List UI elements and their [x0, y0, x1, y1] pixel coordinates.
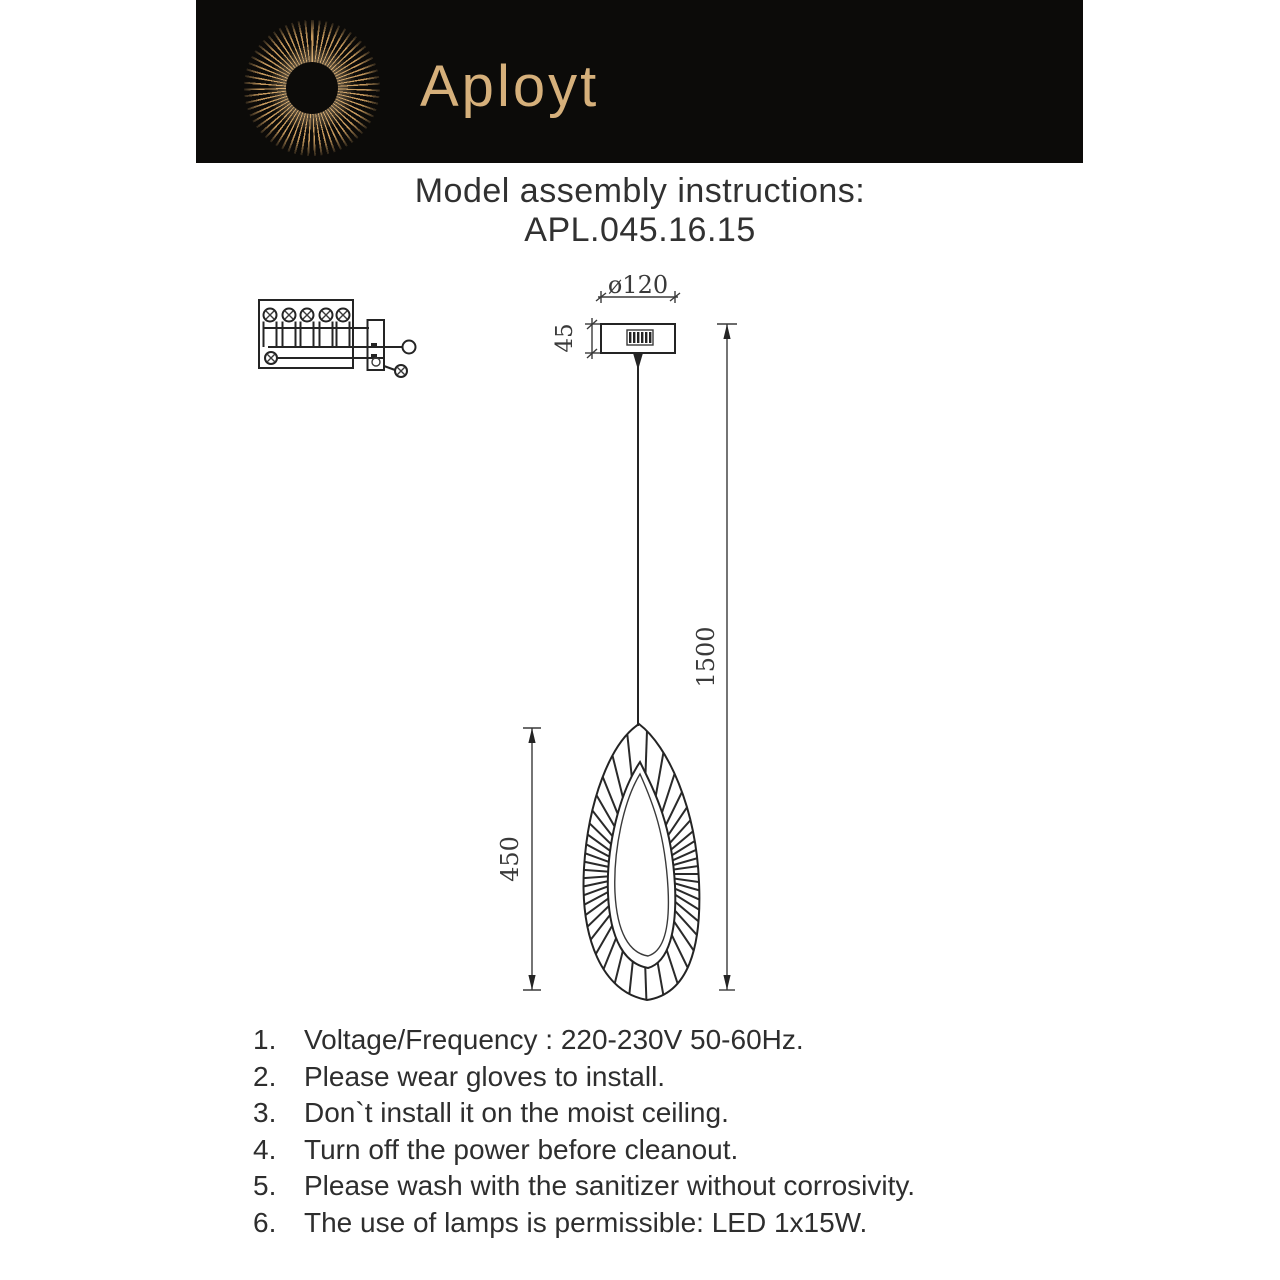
item-number: 2. [253, 1060, 277, 1092]
starburst-icon [244, 20, 380, 156]
header-band [196, 0, 1083, 163]
list-item [253, 1168, 915, 1205]
dim-label-canopy-height: 45 [552, 323, 578, 353]
dim-lamp-height [496, 728, 541, 990]
starburst-center-hole [286, 62, 338, 114]
external-ground-screw [395, 365, 407, 377]
item-number: 6. [253, 1206, 277, 1238]
list-item [253, 1132, 915, 1169]
item-text: Don`t install it on the moist ceiling. [304, 1097, 729, 1128]
dim-label-diameter: ø120 [607, 271, 669, 299]
rays-fan-icon [753, 0, 1083, 163]
instructions-list [253, 1022, 915, 1241]
item-number: 5. [253, 1170, 277, 1201]
item-number: 1. [253, 1024, 277, 1055]
driver-box [368, 320, 385, 370]
ground-screw [265, 352, 277, 364]
technical-drawing [0, 260, 1280, 1020]
pendant-cord [633, 353, 643, 726]
wiring-diagram [259, 300, 416, 377]
list-item [253, 1095, 915, 1132]
canopy-barcode [627, 330, 653, 345]
item-text: The use of lamps is permissible: LED 1x15W. [304, 1206, 868, 1238]
list-item [253, 1205, 915, 1242]
title-block [0, 172, 1280, 250]
dim-label-lamp-height: 450 [496, 836, 524, 882]
item-number: 3. [253, 1097, 277, 1128]
item-text: Voltage/Frequency : 220-230V 50-60Hz. [304, 1024, 804, 1055]
connector-ring [403, 341, 416, 354]
list-item [253, 1059, 915, 1096]
list-item [253, 1022, 915, 1059]
model-code: APL.045.16.15 [524, 211, 756, 249]
ceiling-canopy [601, 324, 675, 353]
item-text: Please wear gloves to install. [304, 1060, 666, 1092]
item-number: 4. [253, 1133, 277, 1165]
item-text: Please wash with the sanitizer without corrosivity. [304, 1170, 916, 1201]
page-title: Model assembly instructions: [414, 172, 866, 210]
dim-canopy-diameter [596, 271, 680, 303]
brand-logo-text: Aployt [420, 54, 600, 119]
dim-canopy-height [552, 318, 600, 359]
dim-label-overall-drop: 1500 [692, 626, 720, 688]
item-text: Turn off the power before cleanout. [304, 1133, 739, 1165]
